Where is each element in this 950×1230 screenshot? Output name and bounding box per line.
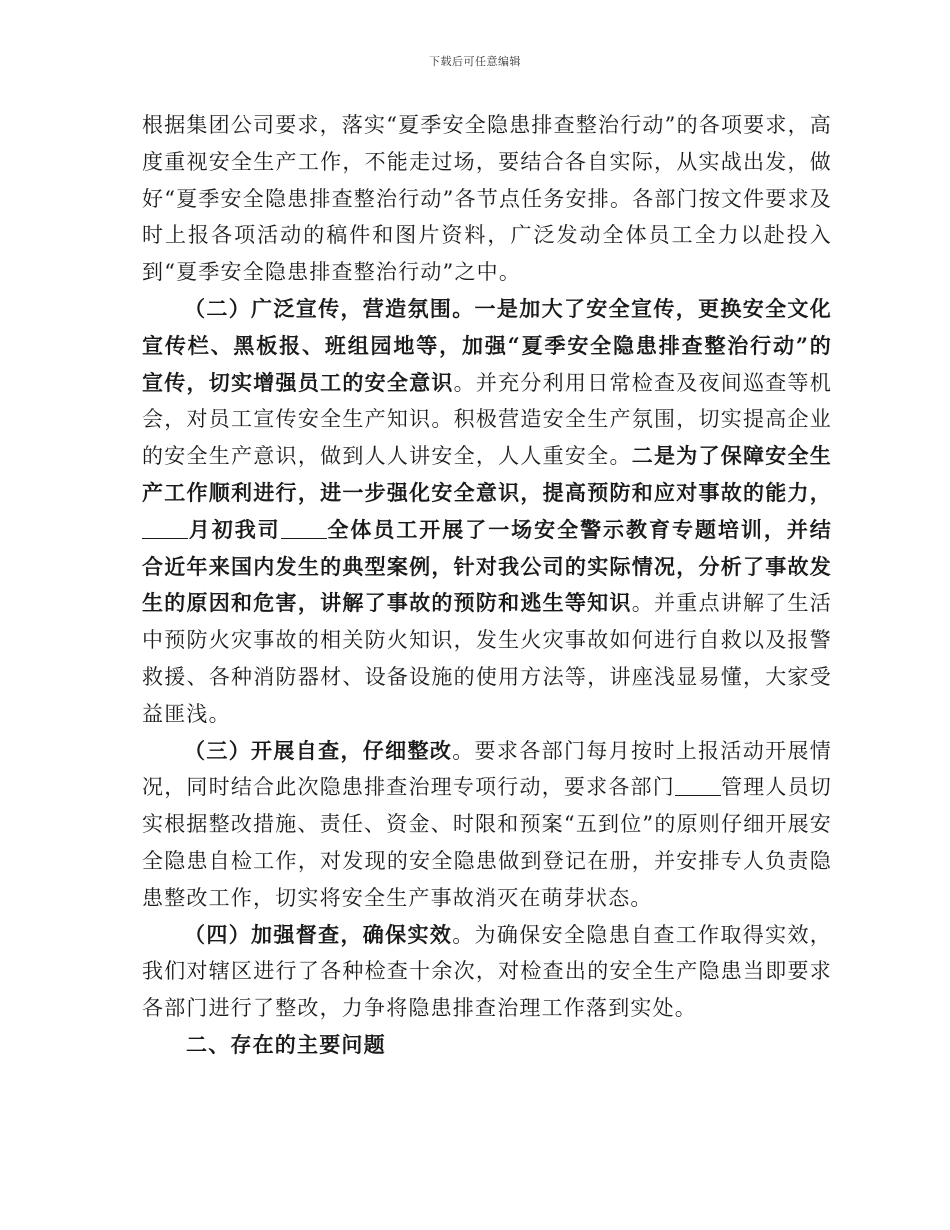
paragraph-2-normal-1: 。并充分利用日常检查及夜间巡查等机会，对员工宣传安全生产知识。积极营造安全生产氛围，切实提高企业的安全生产意识，做到人人讲安全，人人重安全。: [142, 370, 832, 469]
paragraph-3-normal-b: 管理人员切实根据整改措施、责任、资金、时限和预案“五到位”的原则仔细开展安全隐患自检工作，对发现的安全隐患做到登记在册，并安排专人负责隐患整改工作，切实将安全生产事故消灭在萌芽状态。: [142, 775, 832, 910]
paragraph-2-bold-2c: 全体员工开展了一场安全警示教育专题培训，并结合近年来国内发生的典型案例，针对我公司的实际情况，分析了事故发生的原因和危害，讲解了事故的预防和逃生等知识: [142, 516, 832, 616]
paragraph-4: [142, 917, 832, 1027]
paragraph-2-bold-1: （二）广泛宣传，营造氛围。一是加大了安全宣传，更换安全文化宣传栏、黑板报、班组园地等，加强“夏季安全隐患排查整治行动”的宣传，切实增强员工的安全意识: [142, 295, 832, 395]
paragraph-3-bold: （三）开展自查，仔细整改: [184, 737, 453, 763]
fill-blank-3: [675, 773, 721, 796]
page-header: 下载后可任意编辑: [429, 55, 521, 68]
paragraph-1: 根据集团公司要求，落实“夏季安全隐患排查整治行动”的各项要求，高度重视安全生产工作，不能走过场，要结合各自实际，从实战出发，做好“夏季安全隐患排查整治行动”各节点任务安排。各部门按文件要求及时上报各项活动的稿件和图片资料，广泛发动全体员工全力以赴投入到“夏季安全隐患排查整治行动”之中。: [142, 113, 832, 285]
paragraph-2-bold-2b: 月初我司: [188, 516, 281, 542]
paragraph-2: [142, 291, 832, 733]
paragraph-4-bold: （四）加强督查，确保实效: [184, 921, 453, 947]
paragraph-2-bold-2a: 二是为了保障安全生产工作顺利进行，进一步强化安全意识，提高预防和应对事故的能力，: [142, 443, 832, 505]
paragraph-2-normal-2: 。并重点讲解了生活中预防火灾事故的相关防火知识，发生火灾事故如何进行自救以及报警救援、各种消防器材、设备设施的使用方法等，讲座浅显易懂，大家受益匪浅。: [142, 591, 832, 726]
fill-blank-2: [281, 516, 327, 539]
paragraph-3: [142, 733, 832, 917]
paragraph-3-normal-a: 。要求各部门每月按时上报活动开展情况，同时结合此次隐患排查治理专项行动，要求各部门: [142, 738, 832, 800]
fill-blank-1: [142, 516, 188, 539]
paragraph-4-normal: 。为确保安全隐患自查工作取得实效，我们对辖区进行了各种检查十余次，对检查出的安全生产隐患当即要求各部门进行了整改，力争将隐患排查治理工作落到实处。: [142, 922, 832, 1021]
section-heading: 二、存在的主要问题: [186, 1031, 386, 1057]
document-body: [142, 107, 832, 1064]
